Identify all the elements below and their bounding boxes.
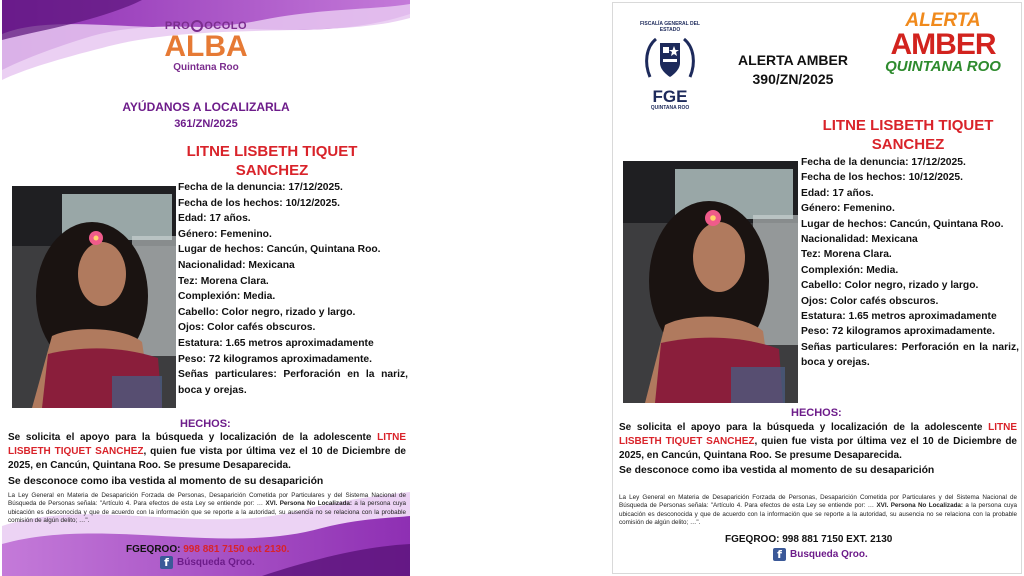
contact-phone: FGEQROO: 998 881 7150 ext 2130. <box>126 544 290 555</box>
facebook-icon: f <box>773 548 786 561</box>
hechos-heading: HECHOS: <box>180 418 231 430</box>
person-details: Fecha de la denuncia: 17/12/2025. Fecha de los hechos: 10/12/2025. Edad: 17 años. Género: Femenino. Lugar de hechos: Cancún, Quintana Roo. Nacionalidad: Mexicana Tez: Morena Clara. Complexión: Media. Cabello: Color negro, rizado y largo. Ojos: Color cafés obscuros. Estatura: 1.65 metros aproximadamente Peso: 72 kilogramos aproximadamente. Señas particulares: Perforación en la nariz, boca y orejas. <box>178 182 408 396</box>
missing-person-photo <box>623 161 798 403</box>
clothing-note: Se desconoce como iba vestida al momento de su desaparición <box>8 476 324 487</box>
hechos-text: Se solicita el apoyo para la búsqueda y localización de la adolescente LITNE LISBETH TIQUET SANCHEZ, quien fue vista por última vez el 10 de Diciembre de 2025, en Cancún, Quintana Roo. Se presume Desaparecida. <box>8 432 406 472</box>
hechos-heading: HECHOS: <box>791 407 842 419</box>
missing-person-name: LITNE LISBETH TIQUET SANCHEZ <box>186 143 358 179</box>
person-details: Fecha de la denuncia: 17/12/2025. Fecha de los hechos: 10/12/2025. Edad: 17 años. Género: Femenino. Lugar de hechos: Cancún, Quintana Roo. Nacionalidad: Mexicana Tez: Morena Clara. Complexión: Media. Cabello: Color negro, rizado y largo. Ojos: Color cafés obscuros. Estatura: 1.65 metros aproximadamente Peso: 72 kilogramos aproximadamente. Señas particulares: Perforación en la nariz, boca y orejas. <box>801 157 1019 369</box>
clothing-note: Se desconoce como iba vestida al momento de su desaparición <box>619 465 935 476</box>
alerta-amber-logo: ALERTA AMBER QUINTANA ROO <box>885 10 1001 75</box>
protocolo-alba-logo: PRO OCOLO ALBA Quintana Roo <box>164 20 248 74</box>
hechos-text: Se solicita el apoyo para la búsqueda y localización de la adolescente LITNE LISBETH TIQUET SANCHEZ, quien fue vista por última vez el 10 de Diciembre de 2025, en Cancún, Quintana Roo. Se presume Desaparecida. <box>619 422 1017 462</box>
alerta-amber-poster <box>612 2 1022 574</box>
contact-phone: FGEQROO: 998 881 7150 EXT. 2130 <box>725 534 893 545</box>
missing-person-photo <box>12 186 176 408</box>
fge-seal-icon <box>642 33 698 83</box>
facebook-link[interactable]: f Búsqueda Qroo. <box>160 556 255 569</box>
missing-person-name: LITNE LISBETH TIQUET SANCHEZ <box>822 117 994 153</box>
facebook-link[interactable]: f Busqueda Qroo. <box>773 548 868 561</box>
alba-protocol-poster <box>2 0 410 576</box>
alert-title: ALERTA AMBER 390/ZN/2025 <box>738 52 848 87</box>
fge-logo: FISCALÍA GENERAL DEL ESTADO FGE QUINTANA ROO <box>639 21 700 111</box>
legal-notice: La Ley General en Materia de Desaparición Forzada de Personas, Desaparición Cometida por Particulares y del Sistema Nacional de Búsqueda de Personas señala: "Artículo 4. Para efectos de esta Ley se entiende por: … XVI. Persona No Localizada: a la persona cuya ubicación es desconocida y que de acuerdo con la información que se reporte a la autoridad, su ausencia no se relaciona con la probable comisión de algún delito; …". <box>619 494 1017 527</box>
case-number: 361/ZN/2025 <box>174 118 238 130</box>
legal-notice: La Ley General en Materia de Desaparición Forzada de Personas, Desaparición Cometida por Particulares y del Sistema Nacional de Búsqueda de Personas señala: "Artículo 4. Para efectos de esta Ley se entiende por: … XVI. Persona No Localizada: a la persona cuya ubicación es desconocida y que de acuerdo con la información que se reporte a la autoridad, su ausencia no se relaciona con la probable comisión de algún delito; …". <box>8 492 406 525</box>
help-locate-heading: AYÚDANOS A LOCALIZARLA <box>122 100 290 114</box>
facebook-icon: f <box>160 556 173 569</box>
